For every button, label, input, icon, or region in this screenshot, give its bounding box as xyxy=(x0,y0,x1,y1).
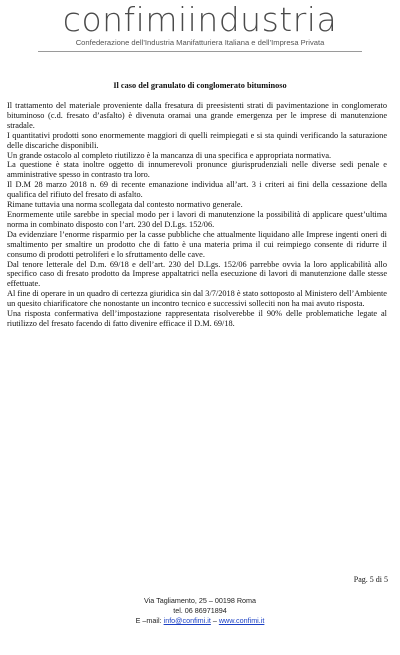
paragraph: La questione è stata inoltre oggetto di innumerevoli pronunce giurisprudenziali nelle diverse sedi penale e amministrative spesso in contrasto tra loro. xyxy=(7,160,387,180)
document-body xyxy=(7,101,387,329)
paragraph: Dal tenore letterale del D.m. 69/18 e dell’art. 230 del D.Lgs. 152/06 parrebbe ovvia la loro applicabilità allo specifico caso di fresato prodotto da Imprese appaltatrici nella esecuzione di lavori di manutenzione dalle stesse effettuate. xyxy=(7,259,387,289)
company-logo: confimiindustria xyxy=(62,0,338,39)
email-link[interactable]: info@confimi.it xyxy=(163,616,211,625)
paragraph: Un grande ostacolo al completo riutilizzo è la mancanza di una specifica e appropriata normativa. xyxy=(7,150,332,160)
footer-phone: tel. 06 86971894 xyxy=(173,606,227,615)
footer xyxy=(0,596,400,626)
paragraph: Il trattamento del materiale proveniente dalla fresatura di preesistenti strati di pavimentazione in conglomerato bituminoso (c.d. fresato d’asfalto) è divenuta oramai una grande emergenza per le imprese di manutenzione stradale. xyxy=(7,101,387,130)
email-label: E –mail: xyxy=(135,616,164,625)
page-number: Pag. 5 di 5 xyxy=(353,575,388,584)
footer-address: Via Tagliamento, 25 – 00198 Roma xyxy=(143,596,256,605)
paragraph: Al fine di operare in un quadro di certezza giuridica sin dal 3/7/2018 è stato sottoposto al Ministero dell’Ambiente un quesito chiarificatore che nonostante un incontro tecnico e successivi solleciti non ha mai avuto risposta. xyxy=(7,289,387,309)
paragraph: Rimane tuttavia una norma scollegata dal contesto normativo generale. xyxy=(7,200,243,210)
paragraph: Enormemente utile sarebbe in special modo per i lavori di manutenzione la possibilità di applicare quest’ultima norma in combinato disposto con l’art. 230 del D.Lgs. 152/06. xyxy=(7,209,387,229)
paragraph: Una risposta confermativa dell’impostazione rappresentata risolverebbe il 90% delle problematiche legate al riutilizzo del fresato facendo di fatto divenire efficace il D.M. 69/18. xyxy=(7,309,387,328)
paragraph: Da evidenziare l’enorme risparmio per la casse pubbliche che attualmente liquidano alle Imprese ingenti oneri di smaltimento per smaltire un prodotto che di fatto è una materia prima il cui reimpiego consente di ridurre il consumo di prodotti petroliferi e lo sfruttamento delle cave. xyxy=(7,229,387,259)
footer-contacts xyxy=(0,616,400,626)
website-link[interactable]: www.confimi.it xyxy=(218,616,265,625)
paragraph: Il D.M 28 marzo 2018 n. 69 di recente emanazione individua all’art. 3 i criteri ai fini della cessazione della qualifica del rifiuto del fresato di asfalto. xyxy=(7,180,387,200)
footer-separator: – xyxy=(210,616,219,625)
document-title: Il caso del granulato di conglomerato bituminoso xyxy=(113,81,287,90)
header-divider xyxy=(38,51,362,52)
paragraph: I quantitativi prodotti sono enormemente maggiori di quelli reimpiegati e si sta quindi verificando la saturazione delle discariche disponibili. xyxy=(7,130,387,150)
logo-tagline: Confederazione dell’Industria Manifatturiera Italiana e dell’Impresa Privata xyxy=(75,38,325,47)
